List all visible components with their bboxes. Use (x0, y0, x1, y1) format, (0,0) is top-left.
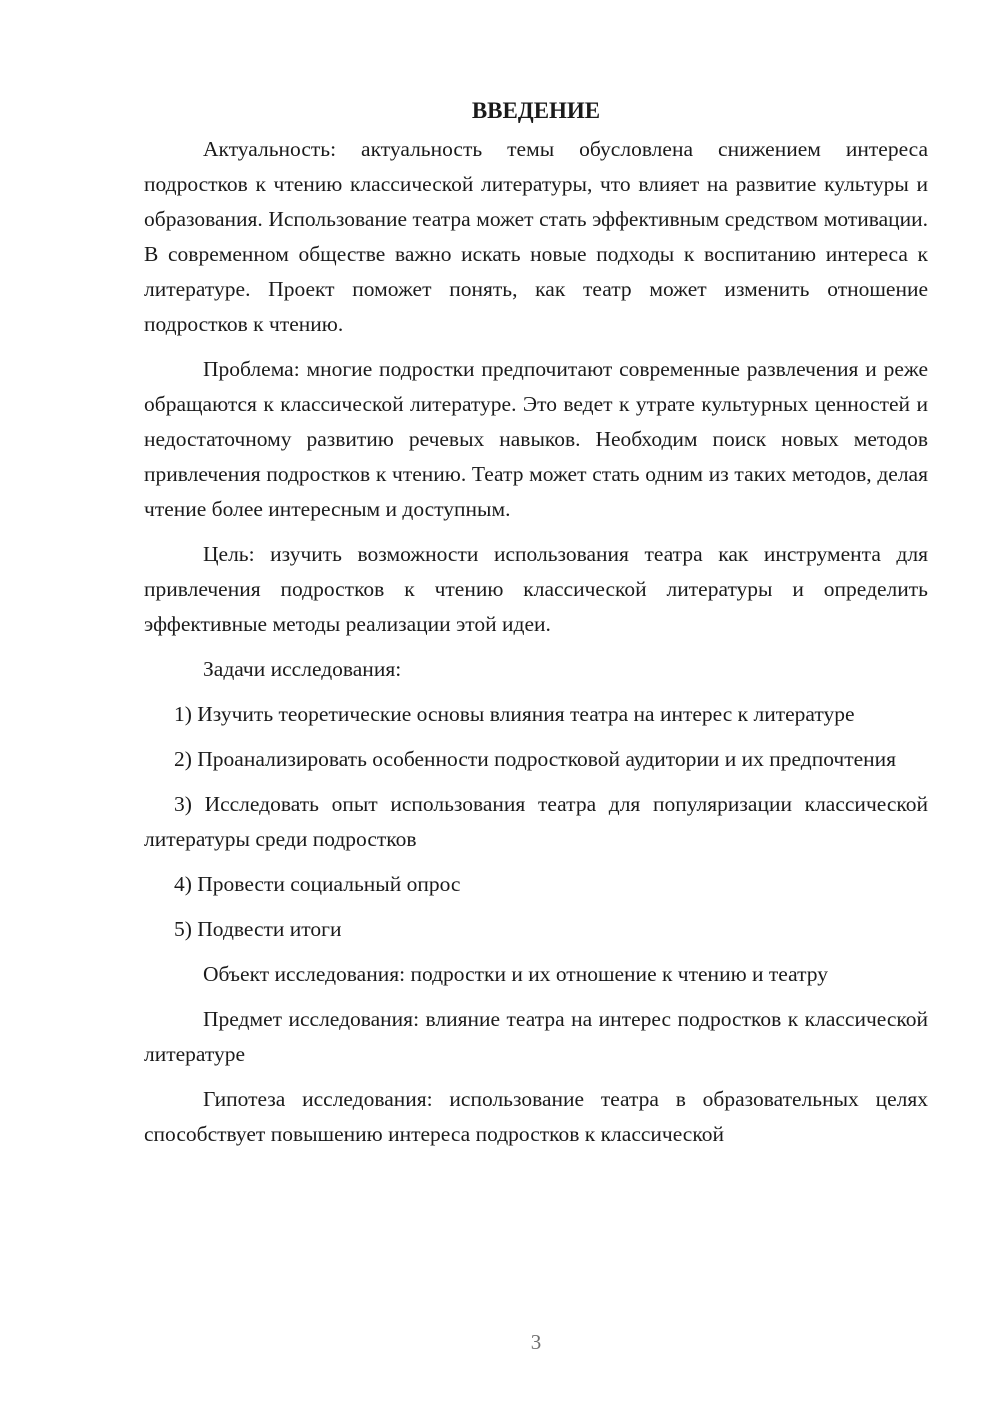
list-item-task-2: 2) Проанализировать особенности подростковой аудитории и их предпочтения (174, 747, 897, 771)
list-item-task-3: 3) Исследовать опыт использования театра для популяризации классической литературы среди подростков (144, 792, 928, 851)
paragraph-goal: Цель: изучить возможности использования театра как инструмента для привлечения подростков к чтению классической литературы и определить эффективные методы реализации этой идеи. (144, 542, 928, 636)
paragraph-problem: Проблема: многие подростки предпочитают современные развлечения и реже обращаются к классической литературе. Это ведет к утрате культурных ценностей и недостаточному развитию речевых навыков. Необходим поиск новых методов привлечения подростков к чтению. Театр может стать одним из таких методов, делая чтение более интересным и доступным. (144, 357, 928, 521)
page-title: ВВЕДЕНИЕ (471, 98, 601, 123)
document-page (144, 96, 928, 1162)
list-item-task-1: 1) Изучить теоретические основы влияния театра на интерес к литературе (174, 702, 855, 726)
list-item-task-5: 5) Подвести итоги (174, 917, 342, 941)
paragraph-relevance: Актуальность: актуальность темы обусловлена снижением интереса подростков к чтению классической литературы, что влияет на развитие культуры и образования. Использование театра может стать эффективным средством мотивации. В современном обществе важно искать новые подходы к воспитанию интереса к литературе. Проект поможет понять, как театр может изменить отношение подростков к чтению. (144, 137, 928, 336)
paragraph-object: Объект исследования: подростки и их отношение к чтению и театру (203, 962, 828, 986)
page-number: 3 (530, 1330, 542, 1354)
list-item-task-4: 4) Провести социальный опрос (174, 872, 461, 896)
paragraph-tasks-heading: Задачи исследования: (203, 657, 402, 681)
paragraph-hypothesis: Гипотеза исследования: использование театра в образовательных целях способствует повышению интереса подростков к классической (144, 1087, 928, 1146)
paragraph-subject: Предмет исследования: влияние театра на интерес подростков к классической литературе (144, 1007, 928, 1066)
